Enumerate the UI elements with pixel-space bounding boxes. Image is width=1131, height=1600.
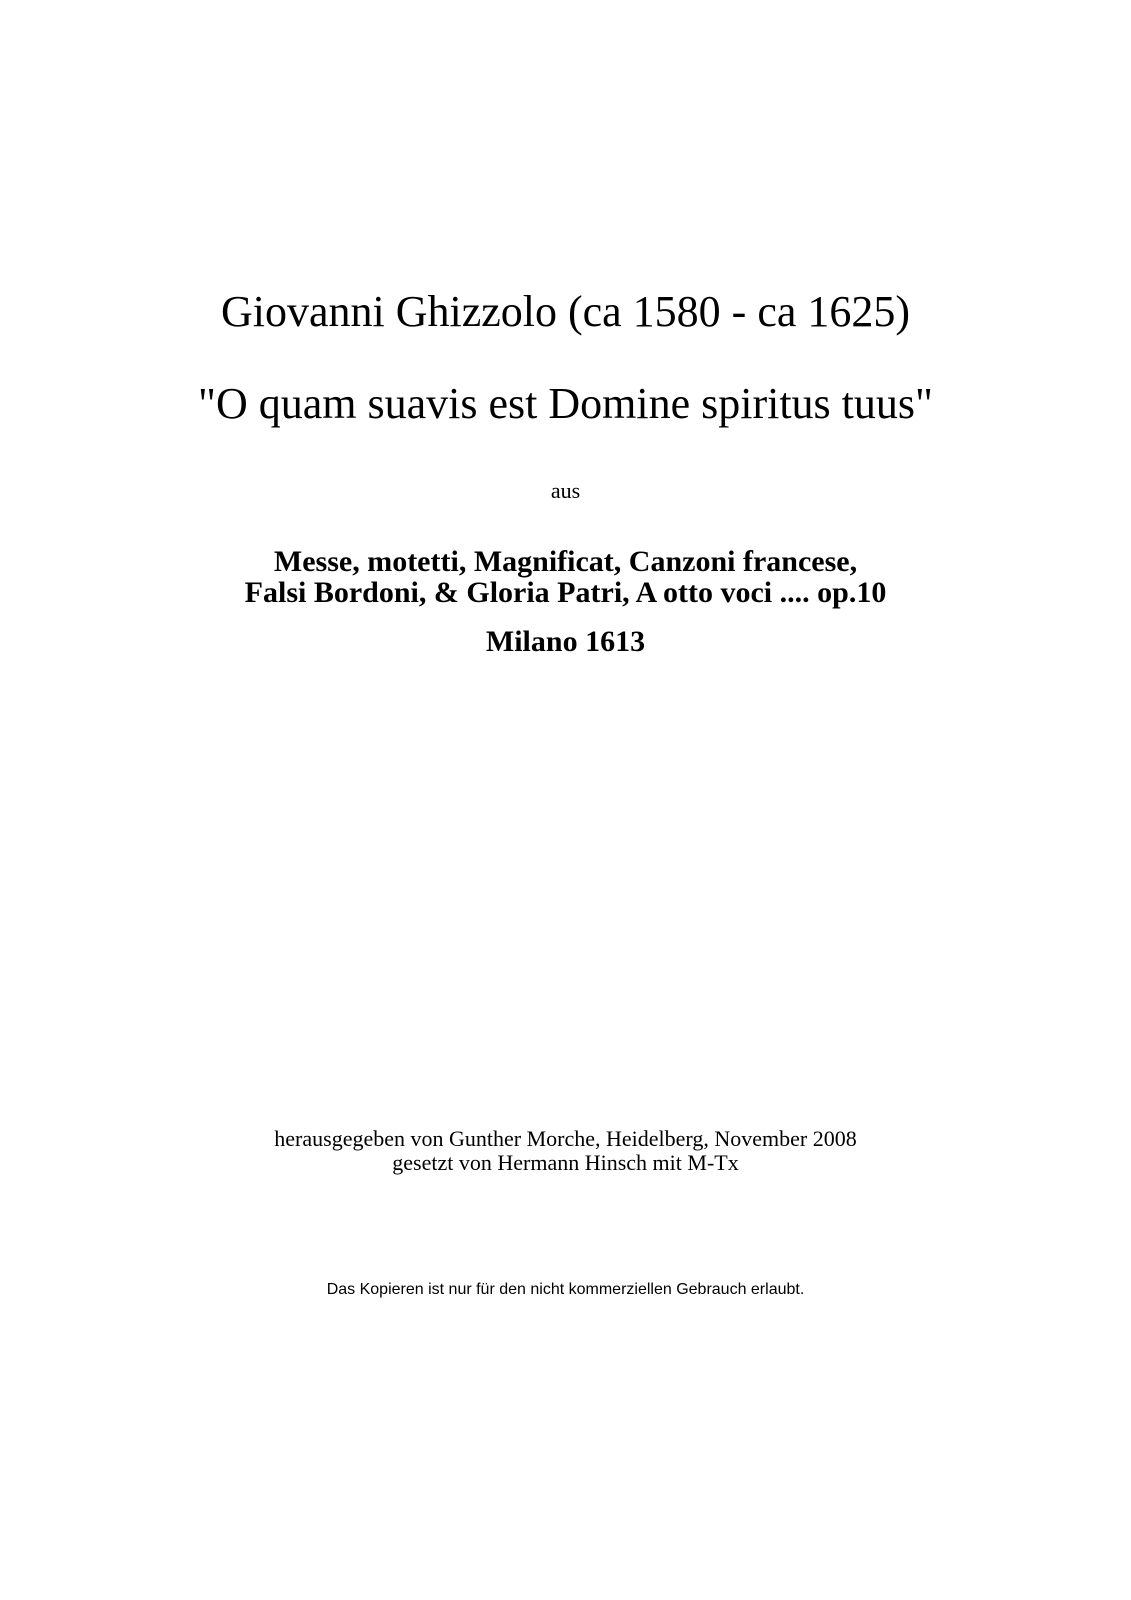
work-title: "O quam suavis est Domine spiritus tuus" (197, 379, 933, 428)
typesetter-line: gesetzt von Hermann Hinsch mit M-Tx (392, 1150, 739, 1175)
composer-line: Giovanni Ghizzolo (ca 1580 - ca 1625) (220, 287, 911, 336)
source-line-2: Falsi Bordoni, & Gloria Patri, A otto voci .... op.10 (244, 576, 887, 609)
source-line-1: Messe, motetti, Magnificat, Canzoni francese, (273, 545, 858, 578)
copyright-notice: Das Kopieren ist nur für den nicht kommerziellen Gebrauch erlaubt. (326, 1281, 805, 1298)
credits (0, 1127, 1131, 1175)
source-publication (0, 546, 1131, 608)
editor-line: herausgegeben von Gunther Morche, Heidelberg, November 2008 (274, 1126, 857, 1151)
place-year: Milano 1613 (485, 625, 646, 658)
aus-label: aus (550, 478, 581, 503)
